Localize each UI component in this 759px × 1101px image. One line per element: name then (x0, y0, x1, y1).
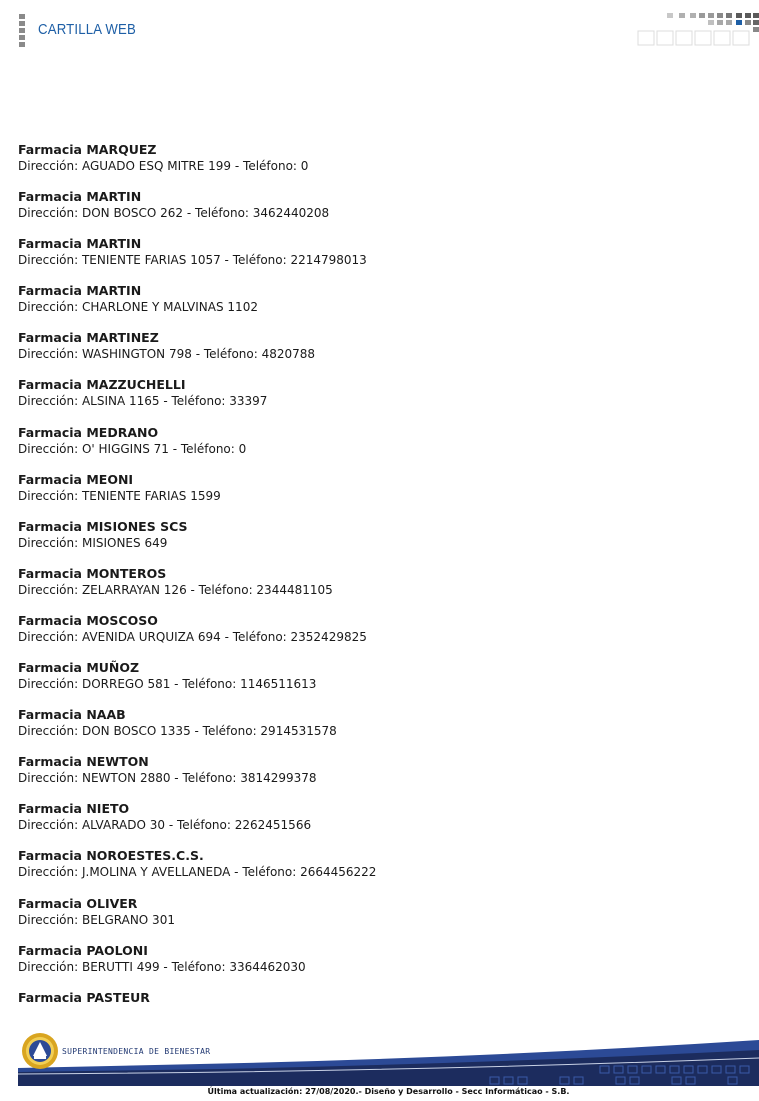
pharmacy-name: Farmacia MARTIN (18, 189, 142, 205)
pharmacy-name: Farmacia MARTIN (18, 283, 142, 299)
pharmacy-name: Farmacia PASTEUR (18, 989, 150, 1005)
pharmacy-name: Farmacia MEONI (18, 471, 134, 487)
pharmacy-address: Dirección: ZELARRAYAN 126 - Teléfono: 2344481105 (18, 582, 333, 597)
list-item (18, 235, 738, 282)
page-footer (0, 1028, 759, 1101)
pixel-grid-icon (636, 11, 759, 47)
list-item (18, 847, 738, 894)
list-item (18, 659, 738, 706)
list-item (18, 942, 738, 989)
list-item (18, 800, 738, 847)
list-item (18, 518, 738, 565)
page-header (0, 0, 759, 60)
pharmacy-name: Farmacia MISIONES SCS (18, 518, 188, 534)
pharmacy-name: Farmacia NAAB (18, 707, 126, 723)
pharmacy-address: Dirección: MISIONES 649 (18, 535, 168, 550)
pharmacy-address: Dirección: BERUTTI 499 - Teléfono: 3364462030 (18, 959, 306, 974)
pharmacy-address: Dirección: ALVARADO 30 - Teléfono: 2262451566 (18, 818, 312, 833)
list-item (18, 471, 738, 518)
pharmacy-name: Farmacia MEDRANO (18, 424, 159, 440)
list-item (18, 753, 738, 800)
pharmacy-name: Farmacia MARQUEZ (18, 142, 157, 157)
pharmacy-address: Dirección: TENIENTE FARIAS 1599 (18, 488, 221, 503)
pharmacy-name: Farmacia NEWTON (18, 754, 149, 770)
list-item (18, 141, 738, 188)
pharmacy-address: Dirección: J.MOLINA Y AVELLANEDA - Teléfono: 2664456222 (18, 865, 377, 880)
pharmacy-address: Dirección: BELGRANO 301 (18, 912, 175, 927)
list-item (18, 895, 738, 942)
organization-name: SUPERINTENDENCIA DE BIENESTAR (62, 1047, 211, 1056)
pharmacy-name: Farmacia MARTINEZ (18, 330, 159, 346)
last-updated-note: Última actualización: 27/08/2020.- Diseño y Desarrollo - Secc Informáticao - S.B. (207, 1087, 570, 1096)
pharmacy-name: Farmacia MONTEROS (18, 565, 167, 581)
pharmacy-address: Dirección: CHARLONE Y MALVINAS 1102 (18, 300, 258, 315)
page-title: CARTILLA WEB (38, 21, 136, 38)
list-item (18, 612, 738, 659)
pharmacy-address: Dirección: DON BOSCO 262 - Teléfono: 3462440208 (18, 206, 330, 221)
pharmacy-name: Farmacia MUÑOZ (18, 660, 140, 676)
list-item (18, 706, 738, 753)
pharmacy-address: Dirección: TENIENTE FARIAS 1057 - Teléfono: 2214798013 (18, 253, 367, 268)
pharmacy-address: Dirección: WASHINGTON 798 - Teléfono: 4820788 (18, 347, 316, 362)
list-item (18, 329, 738, 376)
institution-seal-icon (21, 1032, 59, 1070)
vertical-bar-icon (19, 14, 27, 47)
pharmacy-name: Farmacia MAZZUCHELLI (18, 377, 186, 393)
list-item (18, 565, 738, 612)
list-item (18, 282, 738, 329)
pharmacy-address: Dirección: DORREGO 581 - Teléfono: 1146511613 (18, 677, 317, 692)
pharmacy-address: Dirección: O' HIGGINS 71 - Teléfono: 0 (18, 441, 247, 456)
pharmacy-name: Farmacia NIETO (18, 801, 130, 817)
pharmacy-address: Dirección: AVENIDA URQUIZA 694 - Teléfono: 2352429825 (18, 629, 367, 644)
list-item (18, 376, 738, 423)
pharmacy-list (18, 141, 738, 1036)
pharmacy-name: Farmacia MOSCOSO (18, 612, 158, 628)
pharmacy-name: Farmacia NOROESTES.C.S. (18, 848, 204, 864)
pharmacy-address: Dirección: DON BOSCO 1335 - Teléfono: 2914531578 (18, 724, 337, 739)
pharmacy-address: Dirección: NEWTON 2880 - Teléfono: 3814299378 (18, 771, 317, 786)
list-item (18, 188, 738, 235)
pharmacy-name: Farmacia MARTIN (18, 236, 142, 252)
pharmacy-name: Farmacia OLIVER (18, 895, 138, 911)
pharmacy-address: Dirección: ALSINA 1165 - Teléfono: 33397 (18, 394, 268, 409)
list-item (18, 424, 738, 471)
pharmacy-address: Dirección: AGUADO ESQ MITRE 199 - Teléfono: 0 (18, 159, 309, 173)
pharmacy-name: Farmacia PAOLONI (18, 942, 148, 958)
